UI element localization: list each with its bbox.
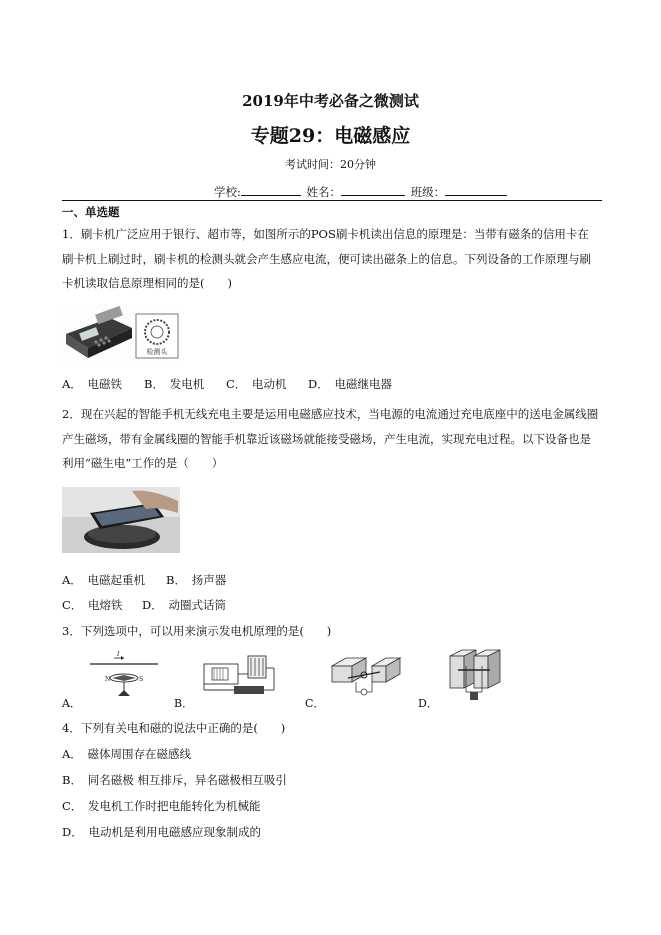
q1-option-d[interactable]: D． 电磁继电器 xyxy=(308,377,392,391)
school-blank xyxy=(241,184,301,196)
document-title: 2019年中考必备之微测试 xyxy=(242,92,419,110)
pos-machine-image xyxy=(62,304,182,362)
question-2-options-row-2 xyxy=(62,597,226,613)
school-label: 学校: xyxy=(214,185,241,199)
class-label: 班级： xyxy=(410,185,446,199)
current-label: I xyxy=(117,651,120,658)
question-1-line-2: 刷卡机上刷过时，刷卡机的检测头就会产生感应电流，便可读出磁条上的信息。下列设备的工作原理与刷 xyxy=(62,251,591,266)
question-1-options xyxy=(62,376,392,392)
q3-figure-c-magnet-motor xyxy=(326,652,404,700)
q3-figure-b-electromagnet-circuit xyxy=(198,652,280,698)
q2-option-d[interactable]: D． 动圈式话筒 xyxy=(142,598,226,612)
question-2-options-row-1 xyxy=(62,572,226,588)
class-blank xyxy=(445,184,507,196)
q4-option-d[interactable]: D． 电动机是利用电磁感应现象制成的 xyxy=(62,825,261,839)
student-info-line xyxy=(214,184,509,200)
q4-option-b[interactable]: B． 同名磁极 相互排斥，异名磁极相互吸引 xyxy=(62,773,287,787)
q2-option-c[interactable]: C． 电熔铁 xyxy=(62,598,123,612)
question-4-line-1: 4．下列有关电和磁的说法中正确的是( ) xyxy=(62,721,286,735)
exam-time: 考试时间：20分钟 xyxy=(285,158,376,171)
question-1-text xyxy=(62,222,606,296)
q1-option-a[interactable]: A． 电磁铁 xyxy=(62,377,123,391)
north-pole-label: N xyxy=(105,676,111,683)
question-2-line-2: 产生磁场，带有金属线圈的智能手机靠近该磁场就能接受磁场，产生电流，实现充电过程。以下设备也是 xyxy=(62,431,591,446)
q3-figure-a-compass-wire xyxy=(88,650,160,698)
q4-option-c[interactable]: C． 发电机工作时把电能转化为机械能 xyxy=(62,799,261,813)
q2-option-a[interactable]: A． 电磁起重机 xyxy=(62,573,146,587)
question-2-line-1: 2．现在兴起的智能手机无线充电主要是运用电磁感应技术，当电源的电流通过充电底座中的送电金属线圈 xyxy=(62,407,599,421)
q4-option-a[interactable]: A． 磁体周围存在磁感线 xyxy=(62,747,192,761)
question-2-text xyxy=(62,402,606,476)
topic-title: 专题29：电磁感应 xyxy=(250,125,411,147)
q1-option-b[interactable]: B． 发电机 xyxy=(144,377,205,391)
q3-option-c-label[interactable]: C． xyxy=(305,697,325,710)
south-pole-label: S xyxy=(139,676,144,683)
q3-option-a-label[interactable]: A． xyxy=(62,697,81,710)
header-divider xyxy=(62,200,602,201)
q2-option-b[interactable]: B． 扬声器 xyxy=(166,573,227,587)
q1-option-c[interactable]: C． 电动机 xyxy=(226,377,287,391)
question-2-line-3: 利用“磁生电”工作的是（ ） xyxy=(62,456,224,470)
question-3-text xyxy=(62,619,606,644)
detector-label: 检测头 xyxy=(146,348,168,356)
question-3-line-1: 3．下列选项中，可以用来演示发电机原理的是( ) xyxy=(62,624,332,638)
question-1-line-1: 1．刷卡机广泛应用于银行、超市等，如图所示的POS刷卡机读出信息的原理是：当带有磁条的信用卡在 xyxy=(62,227,589,241)
question-4-text xyxy=(62,716,606,741)
q3-figure-d-horseshoe-magnet xyxy=(442,648,506,702)
name-label: 姓名： xyxy=(306,185,342,199)
wireless-charger-image xyxy=(62,487,180,553)
question-1-line-3: 卡机读取信息原理相同的是( ) xyxy=(62,276,232,290)
section-title: 一、单选题 xyxy=(62,205,120,219)
name-blank xyxy=(341,184,405,196)
q3-option-d-label[interactable]: D． xyxy=(418,697,438,710)
q3-option-b-label[interactable]: B． xyxy=(174,697,194,710)
